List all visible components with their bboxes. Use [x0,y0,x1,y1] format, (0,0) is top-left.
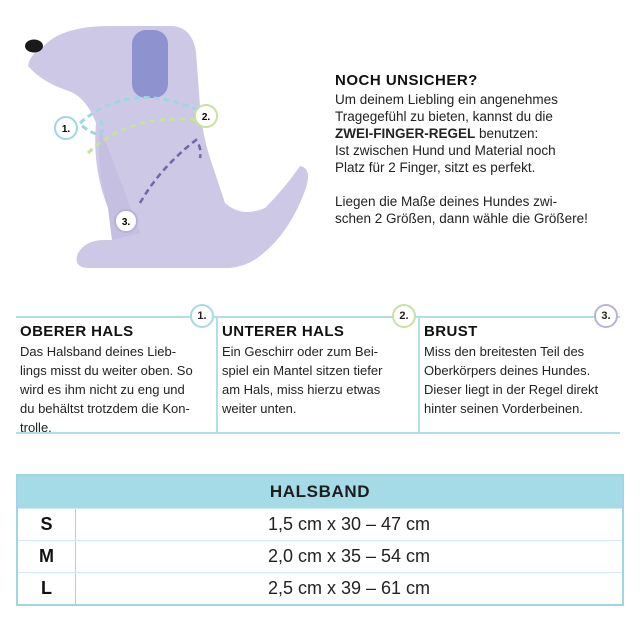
size-value: 1,5 cm x 30 – 47 cm [267,514,431,534]
info-paragraph-2: Liegen die Maße deines Hundes zwi- schen 2 Größen, dann wähle die Größere! [335,194,588,226]
svg-text:3.: 3. [121,217,131,228]
size-label: S [18,509,76,540]
info-block [335,72,635,227]
marker-3 [115,210,137,232]
card-body: Das Halsband deines Lieb- lings misst du weiter oben. So wird es ihm nicht zu eng und du behältst trotzdem die Kon- trolle. [20,344,193,435]
dog-illustration [20,18,320,278]
card-lower-neck [216,309,418,432]
card-number-badge: 1. [190,304,214,328]
card-upper-neck [16,309,216,435]
measurement-cards [16,309,620,435]
size-table [16,474,624,606]
dog-nose [25,40,43,53]
marker-1 [55,117,77,139]
size-value: 2,0 cm x 35 – 54 cm [267,546,431,566]
info-title: NOCH UNSICHER? [335,72,478,89]
card-title: OBERER HALS [20,323,134,340]
table-row [18,540,622,572]
size-value: 2,5 cm x 39 – 61 cm [267,578,431,598]
card-title: UNTERER HALS [222,323,345,340]
size-label: M [18,541,76,572]
info-paragraph-1: Um deinem Liebling ein angenehmes Tragegefühl zu bieten, kannst du die ZWEI-FINGER-REGEL benutzen: Ist zwischen Hund und Material noch Platz für 2 Finger, sitzt es perfekt. [335,92,558,175]
card-number-badge: 2. [392,304,416,328]
table-row [18,572,622,604]
size-label: L [18,573,76,604]
svg-text:2.: 2. [201,112,211,123]
table-row [18,508,622,540]
svg-text:1.: 1. [61,124,71,135]
size-table-title: HALSBAND [18,476,622,508]
card-number-badge: 3. [594,304,618,328]
card-title: BRUST [424,323,478,340]
two-finger-rule: ZWEI-FINGER-REGEL [335,126,476,141]
card-body: Ein Geschirr oder zum Bei- spiel ein Mantel sitzen tiefer am Hals, miss hierzu etwas weiter unten. [222,344,383,416]
card-body: Miss den breitesten Teil des Oberkörpers deines Hundes. Dieser liegt in der Regel direkt hinter seinen Vorderbeinen. [424,344,599,416]
card-chest [418,309,620,432]
dog-ear [132,30,168,98]
marker-2 [195,105,217,127]
